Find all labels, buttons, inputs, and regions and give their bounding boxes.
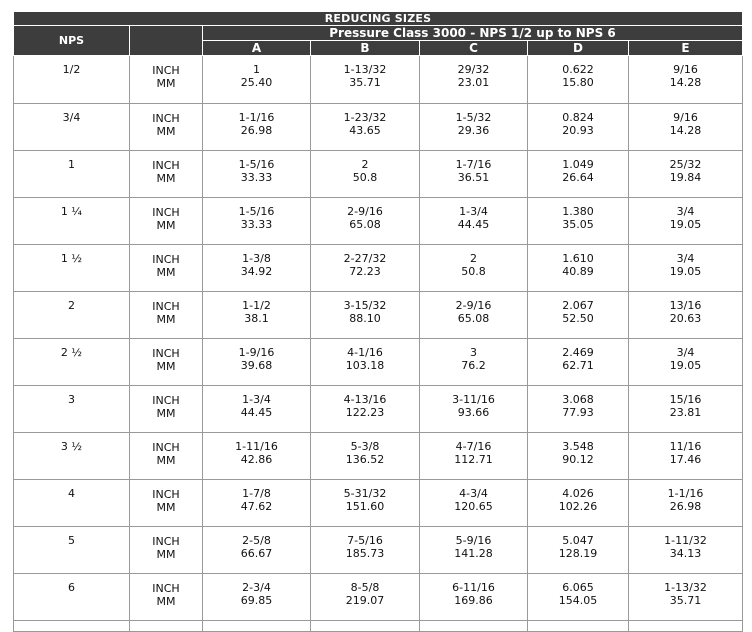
mm-value: 44.45	[457, 218, 490, 231]
table-row	[14, 386, 743, 433]
mm-value: 65.08	[457, 312, 490, 325]
inch-value: 2	[361, 158, 369, 171]
empty-cell	[629, 621, 743, 632]
value-cell-a	[203, 433, 311, 480]
value-cell-b	[311, 480, 420, 527]
mm-value: 72.23	[349, 265, 381, 278]
inch-value: 2-5/8	[242, 534, 271, 547]
inch-value: 4-13/16	[343, 393, 387, 406]
empty-cell	[311, 621, 420, 632]
mm-value: 26.98	[240, 124, 273, 137]
mm-value: 136.52	[345, 453, 385, 466]
unit-mm-label: MM	[156, 548, 176, 561]
nps-header: NPS	[14, 26, 130, 56]
mm-value: 185.73	[345, 547, 385, 560]
mm-value: 141.28	[454, 547, 493, 560]
unit-mm-label: MM	[156, 407, 176, 420]
mm-value: 14.28	[669, 76, 702, 89]
table-row	[14, 56, 743, 104]
inch-value: 1-3/8	[242, 252, 271, 265]
value-cell-e	[629, 151, 743, 198]
mm-value: 14.28	[669, 124, 702, 137]
inch-value: 1-5/32	[455, 111, 492, 124]
value-cell-c	[420, 151, 528, 198]
unit-cell	[130, 433, 203, 480]
value-cell-c	[420, 480, 528, 527]
inch-value: 1.380	[562, 205, 594, 218]
nps-cell: 3 ½	[14, 433, 130, 480]
value-cell-e	[629, 480, 743, 527]
mm-value: 43.65	[349, 124, 381, 137]
value-cell-d	[528, 151, 629, 198]
column-header-d: D	[528, 41, 629, 56]
empty-cell	[14, 621, 130, 632]
value-cell-d	[528, 245, 629, 292]
mm-value: 50.8	[352, 171, 378, 184]
mm-value: 40.89	[562, 265, 594, 278]
inch-value: 1-7/8	[242, 487, 271, 500]
inch-value: 2-27/32	[343, 252, 387, 265]
mm-value: 34.13	[669, 547, 702, 560]
mm-value: 35.71	[669, 594, 702, 607]
unit-cell	[130, 292, 203, 339]
mm-value: 33.33	[240, 218, 273, 231]
inch-value: 7-5/16	[347, 534, 383, 547]
value-cell-b	[311, 56, 420, 104]
mm-value: 36.51	[457, 171, 490, 184]
inch-value: 5-3/8	[350, 440, 380, 453]
mm-value: 34.92	[240, 265, 273, 278]
unit-cell	[130, 104, 203, 151]
mm-value: 88.10	[349, 312, 381, 325]
inch-value: 3.548	[562, 440, 594, 453]
value-cell-c	[420, 386, 528, 433]
mm-value: 33.33	[240, 171, 273, 184]
inch-value: 1-1/2	[242, 299, 271, 312]
unit-mm-label: MM	[156, 595, 176, 608]
value-cell-e	[629, 386, 743, 433]
mm-value: 154.05	[558, 594, 598, 607]
unit-inch-label: INCH	[152, 394, 180, 407]
value-cell-e	[629, 574, 743, 621]
unit-cell	[130, 56, 203, 104]
unit-mm-label: MM	[156, 125, 176, 138]
mm-value: 19.05	[669, 359, 702, 372]
inch-value: 13/16	[669, 299, 702, 312]
inch-value: 25/32	[669, 158, 702, 171]
inch-value: 1.049	[562, 158, 594, 171]
mm-value: 52.50	[562, 312, 594, 325]
nps-cell: 6	[14, 574, 130, 621]
unit-cell	[130, 574, 203, 621]
inch-value: 1-9/16	[238, 346, 275, 359]
table-subtitle: Pressure Class 3000 - NPS 1/2 up to NPS 6	[203, 26, 743, 41]
value-cell-a	[203, 386, 311, 433]
empty-cell	[130, 621, 203, 632]
inch-value: 1-13/32	[664, 581, 707, 594]
mm-value: 25.40	[240, 76, 273, 89]
unit-cell	[130, 245, 203, 292]
nps-cell: 2 ½	[14, 339, 130, 386]
unit-mm-label: MM	[156, 501, 176, 514]
inch-value: 3/4	[676, 205, 695, 218]
table-row	[14, 104, 743, 151]
unit-mm-label: MM	[156, 77, 176, 90]
inch-value: 4.026	[562, 487, 594, 500]
value-cell-e	[629, 433, 743, 480]
empty-cell	[420, 621, 528, 632]
value-cell-a	[203, 480, 311, 527]
value-cell-d	[528, 480, 629, 527]
nps-cell: 1 ¼	[14, 198, 130, 245]
value-cell-e	[629, 104, 743, 151]
mm-value: 76.2	[461, 359, 486, 372]
inch-value: 4-1/16	[347, 346, 383, 359]
unit-mm-label: MM	[156, 313, 176, 326]
unit-cell	[130, 198, 203, 245]
value-cell-a	[203, 292, 311, 339]
column-header-a: A	[203, 41, 311, 56]
value-cell-e	[629, 527, 743, 574]
inch-value: 1-1/16	[667, 487, 704, 500]
value-cell-c	[420, 574, 528, 621]
unit-inch-label: INCH	[152, 159, 180, 172]
mm-value: 128.19	[558, 547, 598, 560]
inch-value: 2-9/16	[455, 299, 492, 312]
value-cell-c	[420, 56, 528, 104]
value-cell-e	[629, 292, 743, 339]
nps-cell: 3/4	[14, 104, 130, 151]
inch-value: 29/32	[457, 63, 490, 76]
mm-value: 15.80	[562, 76, 594, 89]
table-row	[14, 480, 743, 527]
inch-value: 8-5/8	[350, 581, 380, 594]
inch-value: 1-3/4	[242, 393, 271, 406]
column-header-c: C	[420, 41, 528, 56]
unit-mm-label: MM	[156, 219, 176, 232]
mm-value: 102.26	[558, 500, 598, 513]
value-cell-c	[420, 104, 528, 151]
mm-value: 151.60	[345, 500, 385, 513]
value-cell-c	[420, 339, 528, 386]
value-cell-a	[203, 574, 311, 621]
value-cell-a	[203, 339, 311, 386]
nps-cell: 2	[14, 292, 130, 339]
value-cell-b	[311, 292, 420, 339]
mm-value: 20.93	[562, 124, 594, 137]
inch-value: 0.824	[562, 111, 594, 124]
mm-value: 93.66	[457, 406, 490, 419]
nps-cell: 1	[14, 151, 130, 198]
unit-inch-label: INCH	[152, 112, 180, 125]
value-cell-b	[311, 104, 420, 151]
unit-inch-label: INCH	[152, 535, 180, 548]
value-cell-d	[528, 292, 629, 339]
value-cell-b	[311, 386, 420, 433]
unit-inch-label: INCH	[152, 253, 180, 266]
value-cell-d	[528, 574, 629, 621]
mm-value: 90.12	[562, 453, 594, 466]
inch-value: 1-5/16	[238, 205, 275, 218]
inch-value: 2	[470, 252, 477, 265]
value-cell-b	[311, 574, 420, 621]
unit-inch-label: INCH	[152, 582, 180, 595]
inch-value: 1-5/16	[238, 158, 275, 171]
value-cell-b	[311, 339, 420, 386]
inch-value: 3/4	[676, 252, 695, 265]
value-cell-e	[629, 245, 743, 292]
inch-value: 1-3/4	[459, 205, 488, 218]
nps-cell: 3	[14, 386, 130, 433]
mm-value: 44.45	[240, 406, 273, 419]
value-cell-a	[203, 245, 311, 292]
inch-value: 9/16	[673, 111, 698, 124]
unit-header	[130, 26, 203, 56]
mm-value: 19.05	[669, 265, 702, 278]
inch-value: 4-7/16	[455, 440, 492, 453]
mm-value: 19.84	[669, 171, 702, 184]
table-body	[14, 56, 743, 632]
inch-value: 6-11/16	[452, 581, 495, 594]
unit-cell	[130, 386, 203, 433]
value-cell-a	[203, 104, 311, 151]
reducing-sizes-table	[13, 11, 743, 632]
nps-cell: 1/2	[14, 56, 130, 104]
mm-value: 26.98	[669, 500, 702, 513]
mm-value: 29.36	[457, 124, 490, 137]
inch-value: 2-3/4	[242, 581, 271, 594]
inch-value: 2.067	[562, 299, 594, 312]
unit-mm-label: MM	[156, 360, 176, 373]
inch-value: 1-13/32	[343, 63, 387, 76]
empty-cell	[203, 621, 311, 632]
unit-mm-label: MM	[156, 172, 176, 185]
value-cell-e	[629, 339, 743, 386]
empty-row	[14, 621, 743, 632]
value-cell-b	[311, 245, 420, 292]
value-cell-b	[311, 433, 420, 480]
unit-cell	[130, 480, 203, 527]
inch-value: 1-11/32	[664, 534, 707, 547]
inch-value: 1.610	[562, 252, 594, 265]
mm-value: 47.62	[240, 500, 273, 513]
nps-cell: 5	[14, 527, 130, 574]
value-cell-a	[203, 151, 311, 198]
inch-value: 0.622	[562, 63, 594, 76]
value-cell-d	[528, 527, 629, 574]
table-row	[14, 527, 743, 574]
value-cell-c	[420, 433, 528, 480]
mm-value: 38.1	[244, 312, 269, 325]
mm-value: 39.68	[240, 359, 273, 372]
value-cell-a	[203, 527, 311, 574]
inch-value: 3.068	[562, 393, 594, 406]
inch-value: 1-7/16	[455, 158, 492, 171]
mm-value: 169.86	[454, 594, 493, 607]
value-cell-b	[311, 198, 420, 245]
table-row	[14, 339, 743, 386]
mm-value: 219.07	[345, 594, 385, 607]
unit-inch-label: INCH	[152, 347, 180, 360]
value-cell-e	[629, 198, 743, 245]
table-row	[14, 433, 743, 480]
mm-value: 35.05	[562, 218, 594, 231]
table-row	[14, 151, 743, 198]
mm-value: 17.46	[669, 453, 702, 466]
nps-cell: 1 ½	[14, 245, 130, 292]
unit-inch-label: INCH	[152, 300, 180, 313]
mm-value: 65.08	[349, 218, 381, 231]
mm-value: 35.71	[349, 76, 381, 89]
mm-value: 69.85	[240, 594, 273, 607]
table-row	[14, 245, 743, 292]
inch-value: 6.065	[562, 581, 594, 594]
value-cell-c	[420, 292, 528, 339]
value-cell-c	[420, 198, 528, 245]
mm-value: 26.64	[562, 171, 594, 184]
inch-value: 2-9/16	[347, 205, 383, 218]
mm-value: 77.93	[562, 406, 594, 419]
nps-cell: 4	[14, 480, 130, 527]
mm-value: 103.18	[345, 359, 385, 372]
value-cell-e	[629, 56, 743, 104]
inch-value: 3/4	[676, 346, 695, 359]
mm-value: 20.63	[669, 312, 702, 325]
mm-value: 112.71	[454, 453, 493, 466]
inch-value: 9/16	[673, 63, 698, 76]
unit-inch-label: INCH	[152, 206, 180, 219]
inch-value: 1-11/16	[235, 440, 278, 453]
unit-cell	[130, 527, 203, 574]
value-cell-d	[528, 104, 629, 151]
value-cell-c	[420, 245, 528, 292]
mm-value: 23.01	[457, 76, 490, 89]
mm-value: 42.86	[240, 453, 273, 466]
table-title: REDUCING SIZES	[14, 12, 743, 26]
inch-value: 5-9/16	[455, 534, 492, 547]
mm-value: 19.05	[669, 218, 702, 231]
value-cell-c	[420, 527, 528, 574]
mm-value: 120.65	[454, 500, 493, 513]
value-cell-b	[311, 151, 420, 198]
empty-cell	[528, 621, 629, 632]
inch-value: 4-3/4	[459, 487, 488, 500]
mm-value: 66.67	[240, 547, 273, 560]
table-row	[14, 574, 743, 621]
mm-value: 50.8	[461, 265, 486, 278]
column-header-e: E	[629, 41, 743, 56]
inch-value: 1	[253, 63, 260, 76]
inch-value: 5.047	[562, 534, 594, 547]
mm-value: 62.71	[562, 359, 594, 372]
unit-cell	[130, 339, 203, 386]
inch-value: 2.469	[562, 346, 594, 359]
inch-value: 3-15/32	[343, 299, 387, 312]
unit-inch-label: INCH	[152, 488, 180, 501]
value-cell-a	[203, 56, 311, 104]
inch-value: 1-23/32	[343, 111, 387, 124]
value-cell-b	[311, 527, 420, 574]
table-row	[14, 292, 743, 339]
value-cell-d	[528, 433, 629, 480]
unit-mm-label: MM	[156, 266, 176, 279]
inch-value: 15/16	[669, 393, 702, 406]
inch-value: 11/16	[669, 440, 702, 453]
unit-mm-label: MM	[156, 454, 176, 467]
unit-inch-label: INCH	[152, 441, 180, 454]
value-cell-d	[528, 386, 629, 433]
inch-value: 1-1/16	[238, 111, 275, 124]
inch-value: 3-11/16	[452, 393, 495, 406]
value-cell-d	[528, 198, 629, 245]
unit-inch-label: INCH	[152, 64, 180, 77]
reducing-sizes-table-container	[13, 11, 742, 632]
value-cell-a	[203, 198, 311, 245]
inch-value: 5-31/32	[343, 487, 387, 500]
table-row	[14, 198, 743, 245]
mm-value: 122.23	[345, 406, 385, 419]
mm-value: 23.81	[669, 406, 702, 419]
value-cell-d	[528, 56, 629, 104]
unit-cell	[130, 151, 203, 198]
inch-value: 3	[470, 346, 477, 359]
value-cell-d	[528, 339, 629, 386]
column-header-b: B	[311, 41, 420, 56]
